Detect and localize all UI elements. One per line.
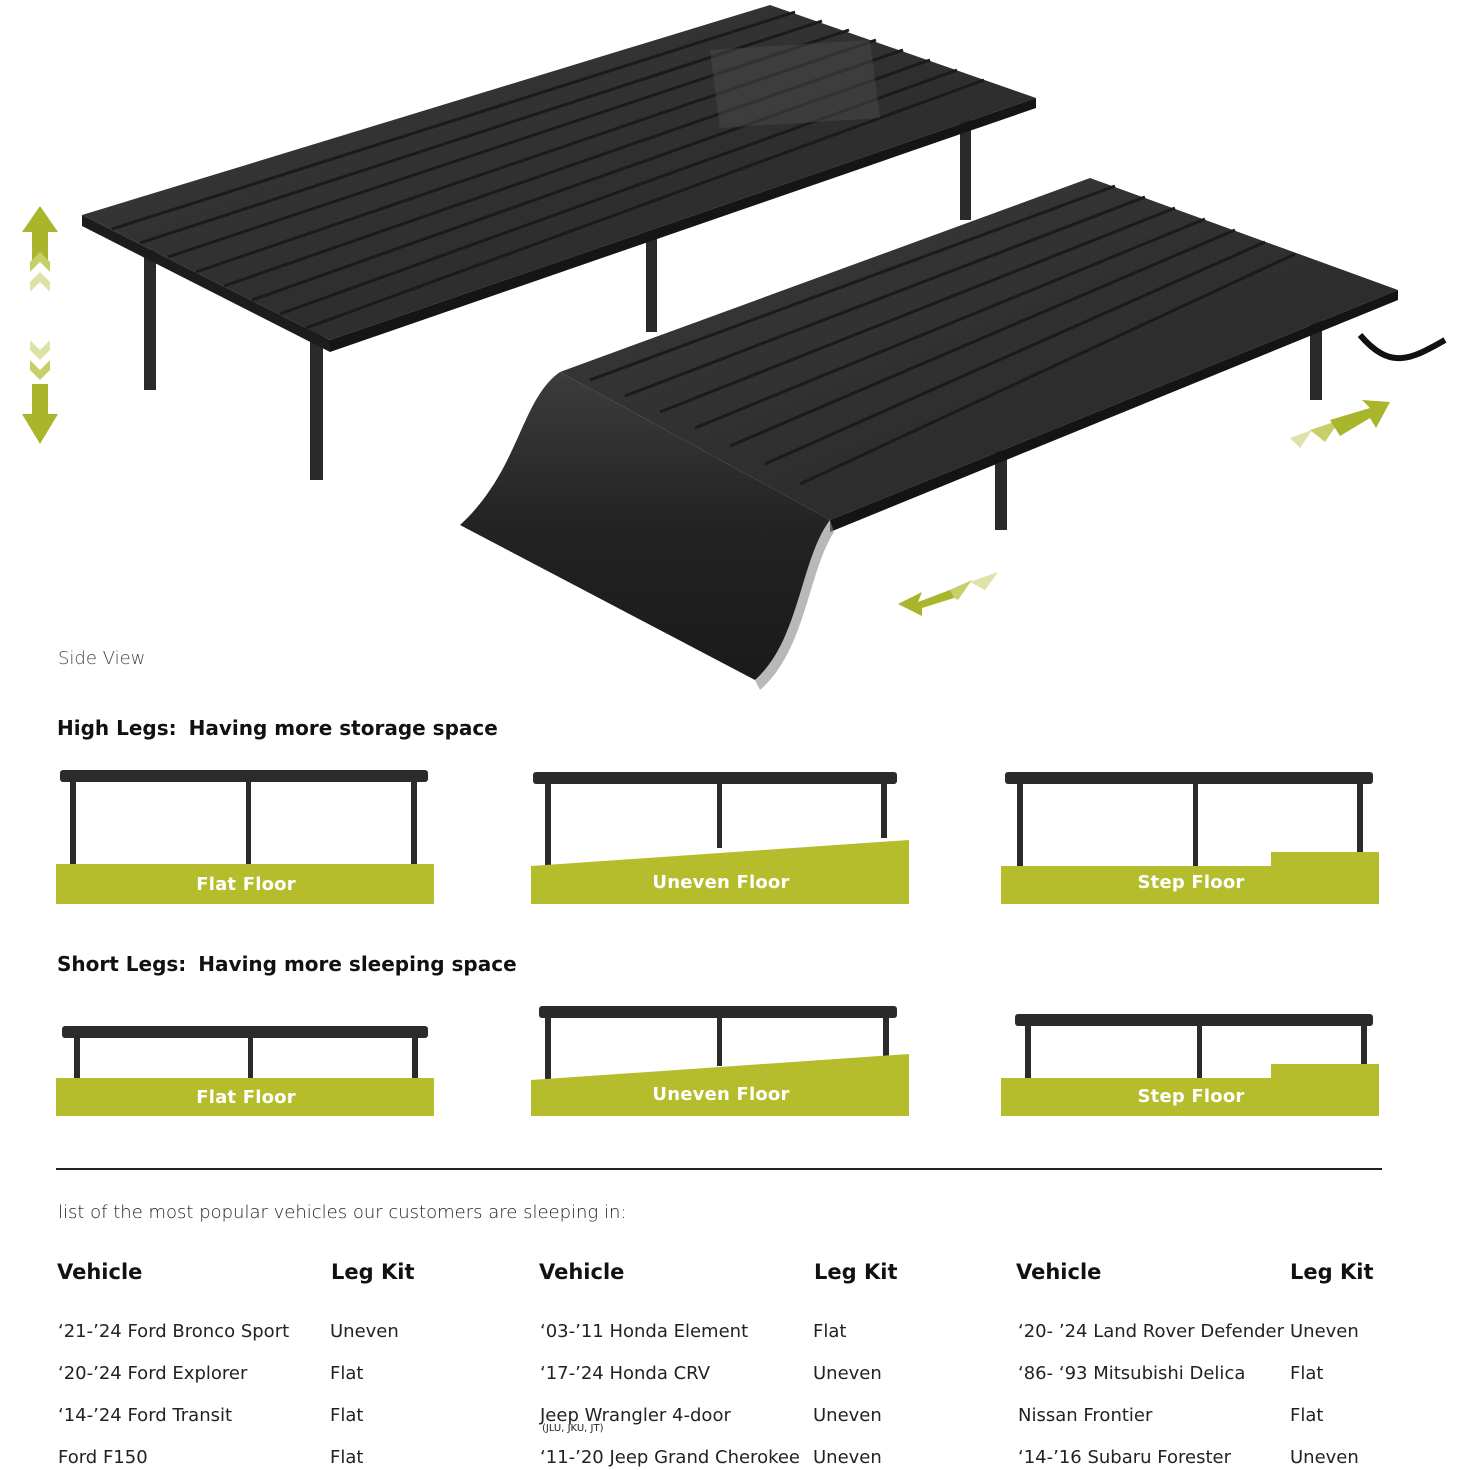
high-legs-title <box>57 716 498 740</box>
leg-kit-cell: Uneven <box>330 1321 399 1342</box>
leg-kit-cell: Flat <box>1290 1405 1324 1426</box>
extend-right-arrows-icon <box>1290 400 1390 448</box>
high-legs-uneven-diagram <box>531 762 911 907</box>
short-legs-benefit: Having more sleeping space <box>198 952 517 976</box>
vehicle-cell: ‘20-’24 Ford Explorer <box>58 1363 248 1384</box>
leg-kit-cell: Uneven <box>1290 1321 1359 1342</box>
leg-kit-cell: Flat <box>330 1405 364 1426</box>
high-legs-benefit: Having more storage space <box>188 716 498 740</box>
short-legs-flat-diagram <box>56 1018 436 1163</box>
vehicle-header: Vehicle <box>57 1260 143 1284</box>
vehicle-cell: ‘86- ‘93 Mitsubishi Delica <box>1018 1363 1246 1384</box>
floor-label: Flat Floor <box>196 1087 296 1108</box>
leg-kit-cell: Uneven <box>813 1447 882 1468</box>
vehicle-cell: ‘20- ’24 Land Rover Defender <box>1018 1321 1285 1342</box>
high-legs-step-diagram <box>1001 762 1381 907</box>
leg-kit-cell: Flat <box>330 1447 364 1468</box>
leg-kit-cell: Uneven <box>1290 1447 1359 1468</box>
leg-kit-cell: Uneven <box>813 1363 882 1384</box>
high-legs-label: High Legs: <box>57 716 177 740</box>
vehicle-name: Jeep Wrangler 4-door <box>540 1405 731 1426</box>
leg-kit-header: Leg Kit <box>1290 1260 1374 1284</box>
leg-kit-cell: Uneven <box>813 1405 882 1426</box>
vehicle-cell <box>540 1405 731 1434</box>
floor-label: Step Floor <box>1137 1086 1245 1107</box>
vehicle-cell: Nissan Frontier <box>1018 1405 1153 1426</box>
short-legs-label: Short Legs: <box>57 952 187 976</box>
floor-label: Step Floor <box>1137 872 1245 893</box>
vehicle-header: Vehicle <box>1016 1260 1102 1284</box>
side-view-caption: Side View <box>58 648 146 669</box>
floor-label: Uneven Floor <box>652 872 790 893</box>
leg-kit-cell: Flat <box>813 1321 847 1342</box>
leg-kit-header: Leg Kit <box>331 1260 415 1284</box>
vehicle-header: Vehicle <box>539 1260 625 1284</box>
high-legs-flat-diagram <box>56 762 436 907</box>
short-legs-uneven-diagram <box>531 998 911 1143</box>
leg-kit-cell: Flat <box>1290 1363 1324 1384</box>
vehicle-cell: ‘14-’24 Ford Transit <box>58 1405 233 1426</box>
floor-label: Flat Floor <box>196 874 296 895</box>
vehicle-cell: ‘21-’24 Ford Bronco Sport <box>58 1321 290 1342</box>
extend-left-arrows-icon <box>898 572 998 616</box>
hero-illustration <box>0 0 1470 690</box>
floor-label: Uneven Floor <box>652 1084 790 1105</box>
vehicle-cell: ‘03-’11 Honda Element <box>540 1321 749 1342</box>
leg-kit-cell: Flat <box>330 1363 364 1384</box>
short-legs-title <box>57 952 517 976</box>
vehicle-cell: ‘11-’20 Jeep Grand Cherokee <box>540 1447 801 1468</box>
vehicle-variant-note: (JLU, JKU, JT) <box>542 1423 604 1434</box>
section-divider <box>56 1168 1382 1170</box>
vehicles-intro: list of the most popular vehicles our customers are sleeping in: <box>58 1202 627 1223</box>
vehicle-cell: ‘17-’24 Honda CRV <box>540 1363 711 1384</box>
short-legs-step-diagram <box>1001 1006 1381 1151</box>
leg-kit-header: Leg Kit <box>814 1260 898 1284</box>
vehicle-cell: Ford F150 <box>58 1447 148 1468</box>
vehicle-cell: ‘14-’16 Subaru Forester <box>1018 1447 1232 1468</box>
vertical-adjust-arrows-icon <box>22 206 58 444</box>
